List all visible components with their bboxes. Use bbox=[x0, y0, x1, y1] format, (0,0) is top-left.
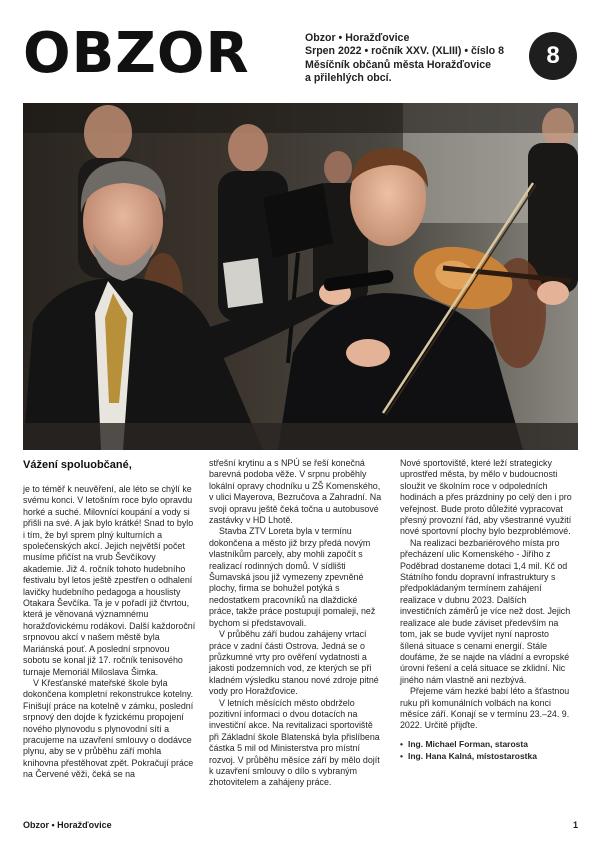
concert-photo-icon bbox=[23, 103, 578, 450]
paragraph: V letních měsících město obdrželo pozitivní informaci o dvou dotacích na investiční akce. Na revitalizaci sportoviště při Základní škole Blatenská byla přislíbena částka 5 mil od Ministerstva pro místní rozvoj. V průběhu měsíce září by mělo dojít k uzavření smlouvy o dílo s vybraným zhotovitelem a zahájeny práce. bbox=[209, 697, 380, 788]
paragraph: Na realizaci bezbariérového místa pro přecházení ulic Komenského - Jiřího z Poděbrad dostaneme dotaci 1,4 mil. Kč od Státního fondu dopravní infrastruktury s předpokládaným termínem zahájení realizace v dubnu 2023. Dalších investičních záměrů je více než dost. Jejich realizace ale bude záviset především na tom, jak se bude vyvíjet nyní naprosto šílená situace s cenami energií. Stále doufáme, že se najde na vládní a evropské úrovni řešení a celá situace se zklidní. Nic jiného nám vlastně ani nezbývá. bbox=[400, 537, 571, 685]
publication-info-line: a přilehlých obcí. bbox=[305, 72, 392, 85]
signatures bbox=[400, 738, 574, 762]
signature-mayor: • Ing. Michael Forman, starosta bbox=[400, 738, 574, 750]
page-number: 1 bbox=[572, 820, 578, 830]
paragraph: Stavba ZTV Loreta byla v termínu dokončena a město již brzy předá novým vlastníkům parcely, aby mohli započít s realizací rodinných domů. V sídlišti Šumavská jsou již vymezeny zpevněné plochy, firma se bohužel potýká s nedostatkem pracovníků na dlaždické práce, takže práce postupují pomaleji, než bychom si představovali. bbox=[209, 526, 376, 628]
signature-deputy-mayor: • Ing. Hana Kalná, místostarostka bbox=[400, 750, 574, 762]
publication-info-line: Obzor • Horažďovice bbox=[305, 32, 410, 44]
paragraph: V průběhu září budou zahájeny vrtací práce v zadní části Ostrova. Jedná se o průzkumné vrty pro ověření vydatnosti a jakosti podzemních vod, ze kterých se při kladném výsledku stanou nové zdroje pitné vody pro Horažďovice. bbox=[209, 629, 379, 697]
paragraph: Nové sportoviště, které leží strategicky uprostřed města, by mělo v budoucnosti sloužit ve školním roce v odpoledních hodinách a přes prázdniny po celý den i pro veřejnost. Bude proto důležité vypracovat přesný provozní řád, aby všestranné využití nové sportovní plochy bylo bezproblémové. bbox=[400, 458, 572, 537]
paragraph: Přejeme vám hezké babí léto a šťastnou ruku při komunálních volbách na konci měsíce září. Konají se v termínu 23.–24. 9. 2022. Určitě přijďte. bbox=[400, 686, 570, 731]
page-footer bbox=[23, 820, 578, 834]
publication-info-line: Měsíčník občanů města Horažďovice bbox=[305, 58, 492, 71]
article-column-3 bbox=[400, 458, 574, 762]
salutation: Vážení spoluobčané, bbox=[23, 459, 132, 471]
logo: OBZOR bbox=[23, 21, 250, 86]
masthead bbox=[23, 21, 580, 88]
article-column-1 bbox=[23, 458, 197, 781]
paragraph: je to téměř k neuvěření, ale léto se chýlí ke svému konci. V letošním roce bylo opravdu horké a suché. Milovníci koupání a vody si přišli na své. A jak bylo krátké! Snad to bylo i tím, že byl sprem plný kulturních a společenských akcí. Jejich největší počet musíme přičíst na vrub Ševčíkovy akademie. Již 4. ročník tohoto hudebního festivalu byl letos ještě zpestřen o odhalení lavičky hudebního pedagoga a houslisty Otakara Ševčíka. Ta je v pořadí již čtvrtou, která je věnovaná významnému horažďovickému rodákovi. Další každoroční srpnovou akcí v našem městě byla Mariánská pouť. A poslední srpnovou sobotu se konal již 17. ročník tenisového turnaje Memoriál Miloslava Šimka. bbox=[23, 484, 196, 677]
cover-photo bbox=[23, 103, 578, 450]
article-column-2 bbox=[209, 458, 383, 789]
publication-info bbox=[305, 32, 515, 86]
publication-info-line: Srpen 2022 • ročník XXV. (XLIII) • číslo 8 bbox=[305, 45, 504, 58]
footer-publication: Obzor • Horažďovice bbox=[23, 820, 112, 830]
paragraph: střešní krytinu a s NPÚ se řeší konečná barevná podoba věže. V srpnu proběhly lokální opravy chodníku u ZŠ Komenského, v ulici Mayerova, Bezručova a Zahradní. Na svoji opravu ještě čeká točna u autobusové zastávky v HD Lhotě. bbox=[209, 458, 382, 526]
paragraph: V Křesťanské mateřské škole byla dokončena kompletní rekonstrukce kotelny. Finišují práce na kotelně v zámku, poslední srpnový den dojde k fyzickému propojení nového plynovodu s plynovodní sítí a pracujeme na uzavření smlouvy o dodávce plynu, aby se v průběhu září mohla knihovna přestěhovat zpět. Pokračují práce na Červené věži, čeká se na bbox=[23, 677, 194, 780]
issue-number-badge: 8 bbox=[529, 32, 577, 80]
editorial-article bbox=[23, 458, 578, 813]
